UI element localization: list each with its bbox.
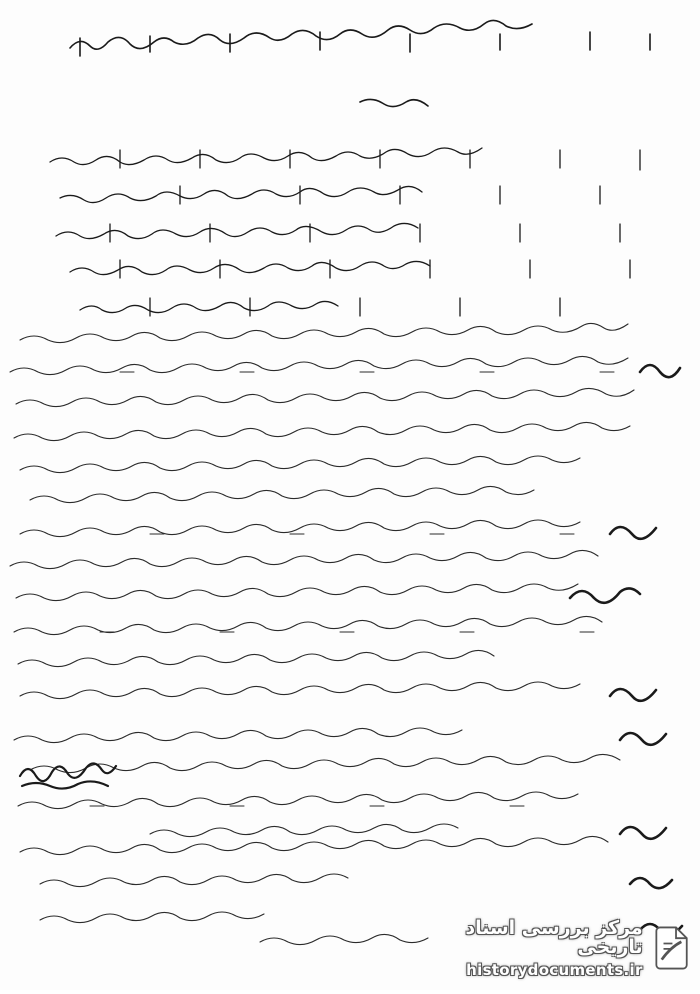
watermark-url: historydocuments.ir [466,960,643,979]
watermark-text [420,916,643,979]
watermark-org-name: مرکز بررسی اسناد تاریخی [465,916,643,958]
signatories-list [10,323,634,944]
signature-scribble [20,763,116,788]
city-headings [570,365,682,934]
header-handwriting [70,20,650,106]
archive-watermark [420,916,690,980]
intro-paragraph [50,148,640,316]
document-archive-logo-icon [651,921,690,975]
